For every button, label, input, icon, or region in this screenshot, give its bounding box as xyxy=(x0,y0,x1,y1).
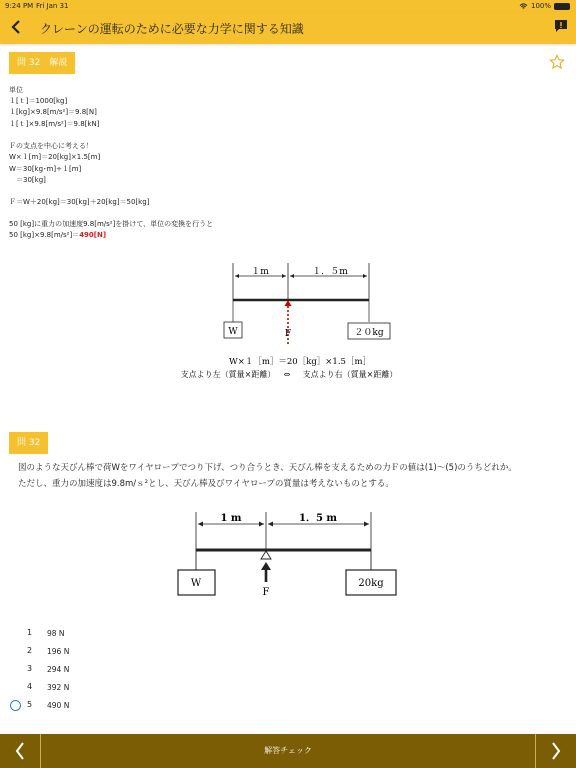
status-date: Fri Jan 31 xyxy=(36,2,69,10)
answer-final-line xyxy=(9,230,106,241)
question-w-label: W xyxy=(190,578,202,589)
nav-bar xyxy=(0,12,576,44)
star-icon[interactable] xyxy=(549,54,565,70)
question-weight-label: 20kg xyxy=(358,578,384,589)
choice-text: 392 N xyxy=(47,683,70,692)
explanation-dim-2: １．５m xyxy=(312,267,348,277)
answer-line-10: Ｆ＝W＋20[kg]＝30[kg]＋20[kg]＝50[kg] xyxy=(9,198,150,206)
footer-bar xyxy=(0,734,576,768)
question-dim-2: 1．5 m xyxy=(299,513,337,524)
explanation-left-note: 支点より左（質量×距離） xyxy=(180,370,276,379)
feedback-icon[interactable] xyxy=(554,19,568,33)
explanation-w-label: W xyxy=(228,327,238,337)
answer-line-5: Ｆの支点を中心に考える！ xyxy=(9,142,93,150)
choice-text: 490 N xyxy=(47,701,70,710)
choice-5[interactable] xyxy=(0,700,576,714)
answer-line-1: １[ｔ]＝1000[kg] xyxy=(9,97,68,105)
choice-number: 4 xyxy=(27,682,33,691)
choice-1[interactable] xyxy=(0,628,576,642)
back-button[interactable] xyxy=(6,16,28,38)
answer-line-6: W×１[m]＝20[kg]×1.5[m] xyxy=(9,153,101,161)
choice-text: 98 N xyxy=(47,629,65,638)
question-dim-1: 1 m xyxy=(220,513,242,524)
question-line-2: ただし、重力の加速度は9.8m/ｓ²とし、天びん棒及びワイヤロープの質量は考えないものとする。 xyxy=(18,479,394,489)
answer-line-7: W＝30[kg･m]÷１[m] xyxy=(9,165,82,173)
answer-check-button[interactable]: 解答チェック xyxy=(264,746,312,755)
choice-4[interactable] xyxy=(0,682,576,696)
explanation-arrow: ⇔ xyxy=(283,370,291,379)
battery-percent: 100% xyxy=(530,2,551,10)
answer-line-8: ＝30[kg] xyxy=(9,176,46,184)
answer-final-prefix: 50 [kg]×9.8[m/s²]＝ xyxy=(9,231,80,239)
correct-marker-icon xyxy=(10,700,21,711)
choice-number: 5 xyxy=(27,700,33,709)
choice-text: 196 N xyxy=(47,647,70,656)
question-line-1: 図のような天びん棒で荷Wをワイヤロープでつり下げ、つり合うとき、天びん棒を支えるための力Ｆの値は(1)〜(5)のうちどれか。 xyxy=(18,463,517,473)
answer-line-3: １[ｔ]×9.8[m/s²]＝9.8[kN] xyxy=(9,120,100,128)
page-title: クレーンの運転のために必要な力学に関する知識 xyxy=(40,22,304,36)
answer-line-0: 単位 xyxy=(9,86,23,94)
explanation-right-note: 支点より右（質量×距離） xyxy=(302,370,398,379)
question-diagram xyxy=(170,508,405,600)
choice-number: 2 xyxy=(27,646,33,655)
explanation-f-label: F xyxy=(284,329,292,339)
explanation-equation: W×１［m］＝20［kg］×1.5［m］ xyxy=(228,357,372,367)
wifi-icon xyxy=(519,3,528,10)
explanation-weight-label: ２０kg xyxy=(354,328,384,338)
choice-2[interactable] xyxy=(0,646,576,660)
answer-final-value: 490[N] xyxy=(79,231,107,239)
answer-line-2: １[kg]×9.8[m/s²]＝9.8[N] xyxy=(9,108,97,116)
next-button[interactable] xyxy=(535,734,576,768)
explanation-dim-1: １m xyxy=(251,267,269,277)
choice-text: 294 N xyxy=(47,665,70,674)
battery-icon xyxy=(554,3,570,10)
choice-number: 1 xyxy=(27,628,33,637)
answer-tag: 問 32 解説 xyxy=(9,52,75,74)
question-tag: 問 32 xyxy=(9,432,48,454)
choice-3[interactable] xyxy=(0,664,576,678)
question-f-label: F xyxy=(262,587,270,598)
answer-line-12: 50 [kg]に重力の加速度9.8[m/s²]を掛けて、単位の変換を行うと xyxy=(9,220,214,228)
explanation-diagram xyxy=(160,258,420,383)
status-bar xyxy=(0,0,576,12)
choice-number: 3 xyxy=(27,664,33,673)
status-time: 9:24 PM xyxy=(5,2,34,10)
status-right xyxy=(519,2,570,10)
